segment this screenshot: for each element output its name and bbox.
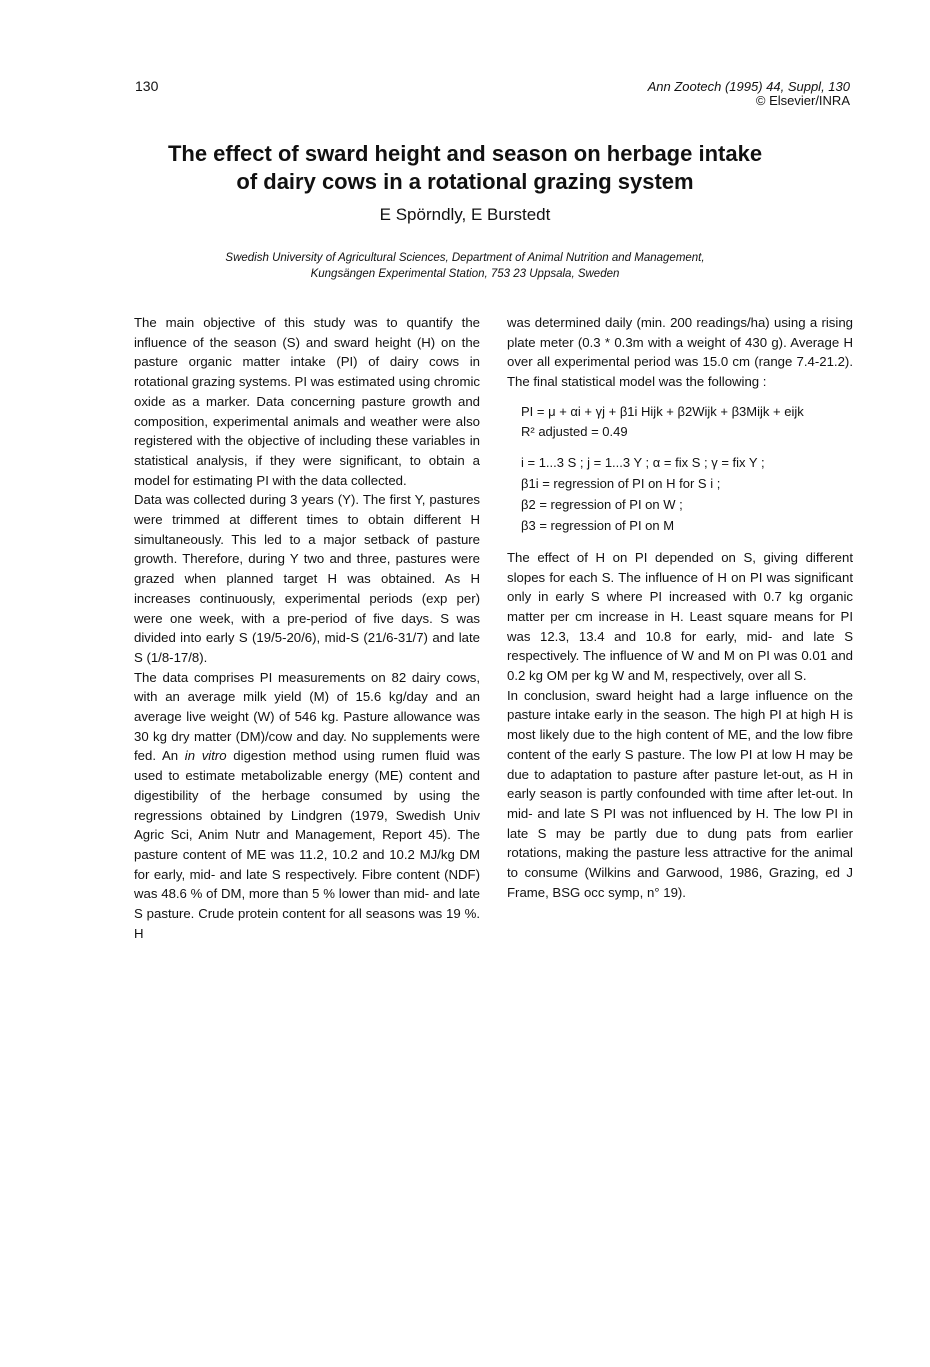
left-column [134, 313, 480, 944]
paragraph-results: The effect of H on PI depended on S, giving different slopes for each S. The influence of H on PI was significant only in early S where PI increased with 0.7 kg organic matter per cm increase in H. Least square means for PI was 12.3, 13.4 and 10.8 for early, mid- and late S respectively. The influence of W and M on PI was 0.01 and 0.2 kg OM per kg W and M, respectively, over all S. [507, 549, 853, 684]
title-line-1: The effect of sward height and season on herbage intake [167, 141, 763, 166]
affiliation [100, 250, 830, 282]
authors: E Spörndly, E Burstedt [379, 205, 551, 224]
affiliation-line-1: Swedish University of Agricultural Sciences, Department of Animal Nutrition and Management, [225, 252, 705, 264]
measurements-text-b: digestion method using rumen fluid was used to estimate metabolizable energy (ME) content and digestibility of the herbage consumed by using the regressions obtained by Lindgren (1979, Swedish Univ Agric Sci, Anim Nutr and Management, Report 45). The pasture content of ME was 11.2, 10.2 and 10.2 MJ/kg DM for early, mid- and late S respectively. Fibre content (NDF) was 48.6 % of DM, more than 5 % lower than mid- and late S pasture. Crude protein content for all seasons was 19 %. H [134, 748, 481, 941]
definition-beta3: β3 = regression of PI on M [521, 517, 675, 533]
journal-line: Ann Zootech (1995) 44, Suppl, 130 [647, 79, 850, 94]
affiliation-line-2: Kungsängen Experimental Station, 753 23 Uppsala, Sweden [310, 268, 620, 280]
model-equation: PI = μ + αi + γj + β1i Hijk + β2Wijk + β3Mijk + eijk [521, 403, 804, 419]
page-number: 130 [135, 78, 159, 94]
paragraph-measurements [134, 668, 480, 944]
measurements-italic: in vitro [184, 748, 227, 764]
publisher-line: © Elsevier/INRA [755, 93, 850, 108]
measurements-text-a: The data comprises PI measurements on 82 dairy cows, with an average milk yield (M) of 15.6 kg/day and an average live weight (W) of 546 kg. Pasture allowance was 30 kg dry matter (DM)/cow and day. No supplements were fed. An [134, 669, 480, 764]
model-equation-block [521, 402, 853, 442]
paragraph-objective: The main objective of this study was to quantify the influence of the season (S) and sward height (H) on the pasture organic matter intake (PI) of dairy cows in rotational grazing systems. PI was estimated using chromic oxide as a marker. Data concerning pasture growth and composition, experimental animals and weather were also registered with the objective of including these variables in statistical analysis, if they were significant, to obtain a model for estimating PI with the data collected. [134, 315, 480, 488]
definition-beta2: β2 = regression of PI on W ; [521, 496, 683, 512]
paragraph-data-collection: Data was collected during 3 years (Y). The first Y, pastures were trimmed at different times to obtain different H simultaneously. This led to a major setback of pasture growth. Therefore, during Y two and three, pastures were grazed when planned target H was obtained. As H increases continuously, experimental periods (exp per) were one week, with a pre-period of five days. S was divided into early S (19/5-20/6), mid-S (21/6-31/7) and late S (1/8-17/8). [134, 492, 480, 665]
definition-beta1: β1i = regression of PI on H for S i ; [521, 475, 721, 491]
model-definitions [521, 452, 853, 536]
r-squared: R² adjusted = 0.49 [521, 423, 628, 439]
paper-title [100, 140, 830, 196]
paragraph-methods: was determined daily (min. 200 readings/ha) using a rising plate meter (0.3 * 0.3m with a weight of 430 g). Average H over all experimental period was 15.0 cm (range 7.4-21.2). The final statistical model was the following : [507, 315, 853, 390]
paragraph-conclusion: In conclusion, sward height had a large influence on the pasture intake early in the season. The high PI at high H is most likely due to the high content of ME, and the low fibre content of the early S pasture. The low PI at low H may be due to adaptation to pasture after pasture let-out, as H in early season is partly confounded with time after let-out. In mid- and late S PI was not influenced by H. The low PI in late S may be partly due to dung pats from earlier rotations, making the pasture less attractive for the animal to consume (Wilkins and Garwood, 1986, Grazing, ed J Frame, BSG occ symp, n° 19). [507, 687, 853, 900]
right-column [507, 313, 853, 902]
definition-indices: i = 1...3 S ; j = 1...3 Y ; α = fix S ; γ = fix Y ; [521, 454, 765, 470]
title-line-2: of dairy cows in a rotational grazing system [236, 169, 694, 194]
journal-citation [648, 80, 850, 108]
